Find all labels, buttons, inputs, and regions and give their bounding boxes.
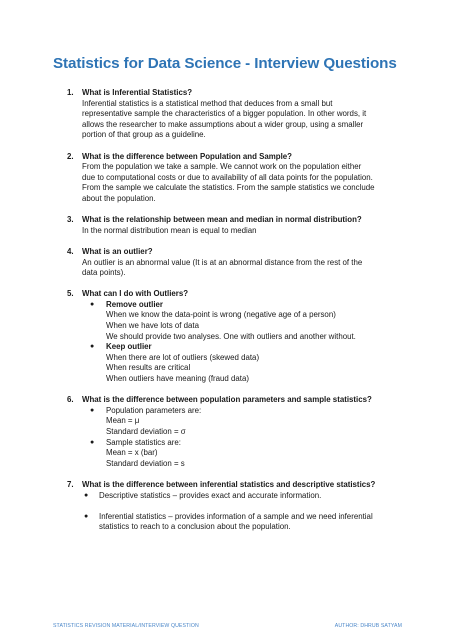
- question-title: What is the difference between Population and Sample?: [82, 151, 293, 161]
- answer-line: data points).: [82, 268, 126, 278]
- bullet-dot-icon: ●: [84, 491, 89, 499]
- bullet-dot-icon: ●: [90, 343, 95, 351]
- question-number: 5.: [67, 289, 74, 299]
- answer-line: From the population we take a sample. We cannot work on the population either: [82, 162, 362, 172]
- bullet-label: Descriptive statistics – provides exact and accurate information.: [99, 490, 322, 500]
- answer-line: In the normal distribution mean is equal to median: [82, 225, 257, 235]
- bullet-item: [82, 300, 393, 342]
- bullet-line: We should provide two analyses. One with outliers and another without.: [106, 331, 356, 341]
- bullet-label: Population parameters are:: [106, 405, 202, 415]
- bullet-dot-icon: ●: [84, 512, 89, 520]
- bullet-item: [82, 342, 393, 384]
- bullet-dot-icon: ●: [90, 438, 95, 446]
- answer-line: portion of that group as a guideline.: [82, 130, 206, 140]
- bullet-item: [82, 406, 393, 438]
- footer-left-text: STATISTICS REVISION MATERIAL/INTERVIEW QUESTION: [53, 623, 199, 629]
- question-list: [53, 88, 393, 544]
- footer-author: AUTHOR: DHRUB SATYAM: [334, 623, 402, 629]
- question-number: 4.: [67, 246, 74, 256]
- bullet-item: [82, 491, 393, 502]
- bullet-list: [82, 491, 393, 533]
- answer-line: From the sample we calculate the statistics. From the sample statistics we conclude: [82, 183, 375, 193]
- page-title: Statistics for Data Science - Interview Questions: [53, 55, 397, 72]
- question-item-7: [53, 480, 393, 533]
- question-item-4: [53, 247, 393, 279]
- answer-line: due to computational costs or due to availability of all data points for the population.: [82, 172, 373, 182]
- answer-line: about the population.: [82, 193, 156, 203]
- bullet-label: Inferential statistics – provides information of a sample and we need inferential: [99, 511, 373, 521]
- bullet-line: Mean = μ: [106, 416, 140, 426]
- answer-line: Inferential statistics is a statistical method that deduces from a small but: [82, 98, 333, 108]
- question-item-5: [53, 289, 393, 384]
- question-number: 3.: [67, 215, 74, 225]
- question-number: 2.: [67, 151, 74, 161]
- question-title: What can I do with Outliers?: [82, 289, 189, 299]
- bullet-item: [82, 512, 393, 533]
- bullet-line: Mean = x (bar): [106, 448, 158, 458]
- bullet-line: When there are lot of outliers (skewed data): [106, 352, 260, 362]
- bullet-line: Standard deviation = s: [106, 458, 185, 468]
- bullet-label: Keep outlier: [106, 342, 152, 352]
- question-number: 7.: [67, 479, 74, 489]
- bullet-line: Standard deviation = σ: [106, 427, 186, 436]
- question-title: What is Inferential Statistics?: [82, 88, 193, 97]
- bullet-line: When outliers have meaning (fraud data): [106, 374, 249, 384]
- bullet-line: statistics to reach to a conclusion about the population.: [99, 522, 291, 532]
- question-title: What is an outlier?: [82, 246, 153, 256]
- answer-line: allows the researcher to make assumptions about a wider group, using a smaller: [82, 119, 364, 129]
- question-number: 1.: [67, 88, 74, 97]
- question-title: What is the difference between inferential statistics and descriptive statistics?: [82, 479, 376, 489]
- bullet-list: [82, 300, 393, 385]
- bullet-item: [82, 438, 393, 470]
- bullet-list: [82, 406, 393, 470]
- answer-line: representative sample the characteristics of a bigger population. In other words, it: [82, 109, 367, 119]
- question-number: 6.: [67, 395, 74, 405]
- answer-line: An outlier is an abnormal value (It is at an abnormal distance from the rest of the: [82, 257, 363, 267]
- question-title: What is the relationship between mean and median in normal distribution?: [82, 215, 362, 225]
- question-item-1: [53, 88, 393, 141]
- question-item-2: [53, 152, 393, 205]
- bullet-dot-icon: ●: [90, 406, 95, 414]
- bullet-dot-icon: ●: [90, 300, 95, 308]
- question-item-3: [53, 215, 393, 236]
- bullet-line: When we know the data-point is wrong (negative age of a person): [106, 310, 336, 320]
- question-title: What is the difference between population parameters and sample statistics?: [82, 395, 372, 405]
- bullet-line: When results are critical: [106, 363, 191, 373]
- bullet-label: Remove outlier: [106, 299, 164, 309]
- bullet-line: When we have lots of data: [106, 321, 199, 331]
- bullet-label: Sample statistics are:: [106, 437, 181, 447]
- question-item-6: [53, 395, 393, 469]
